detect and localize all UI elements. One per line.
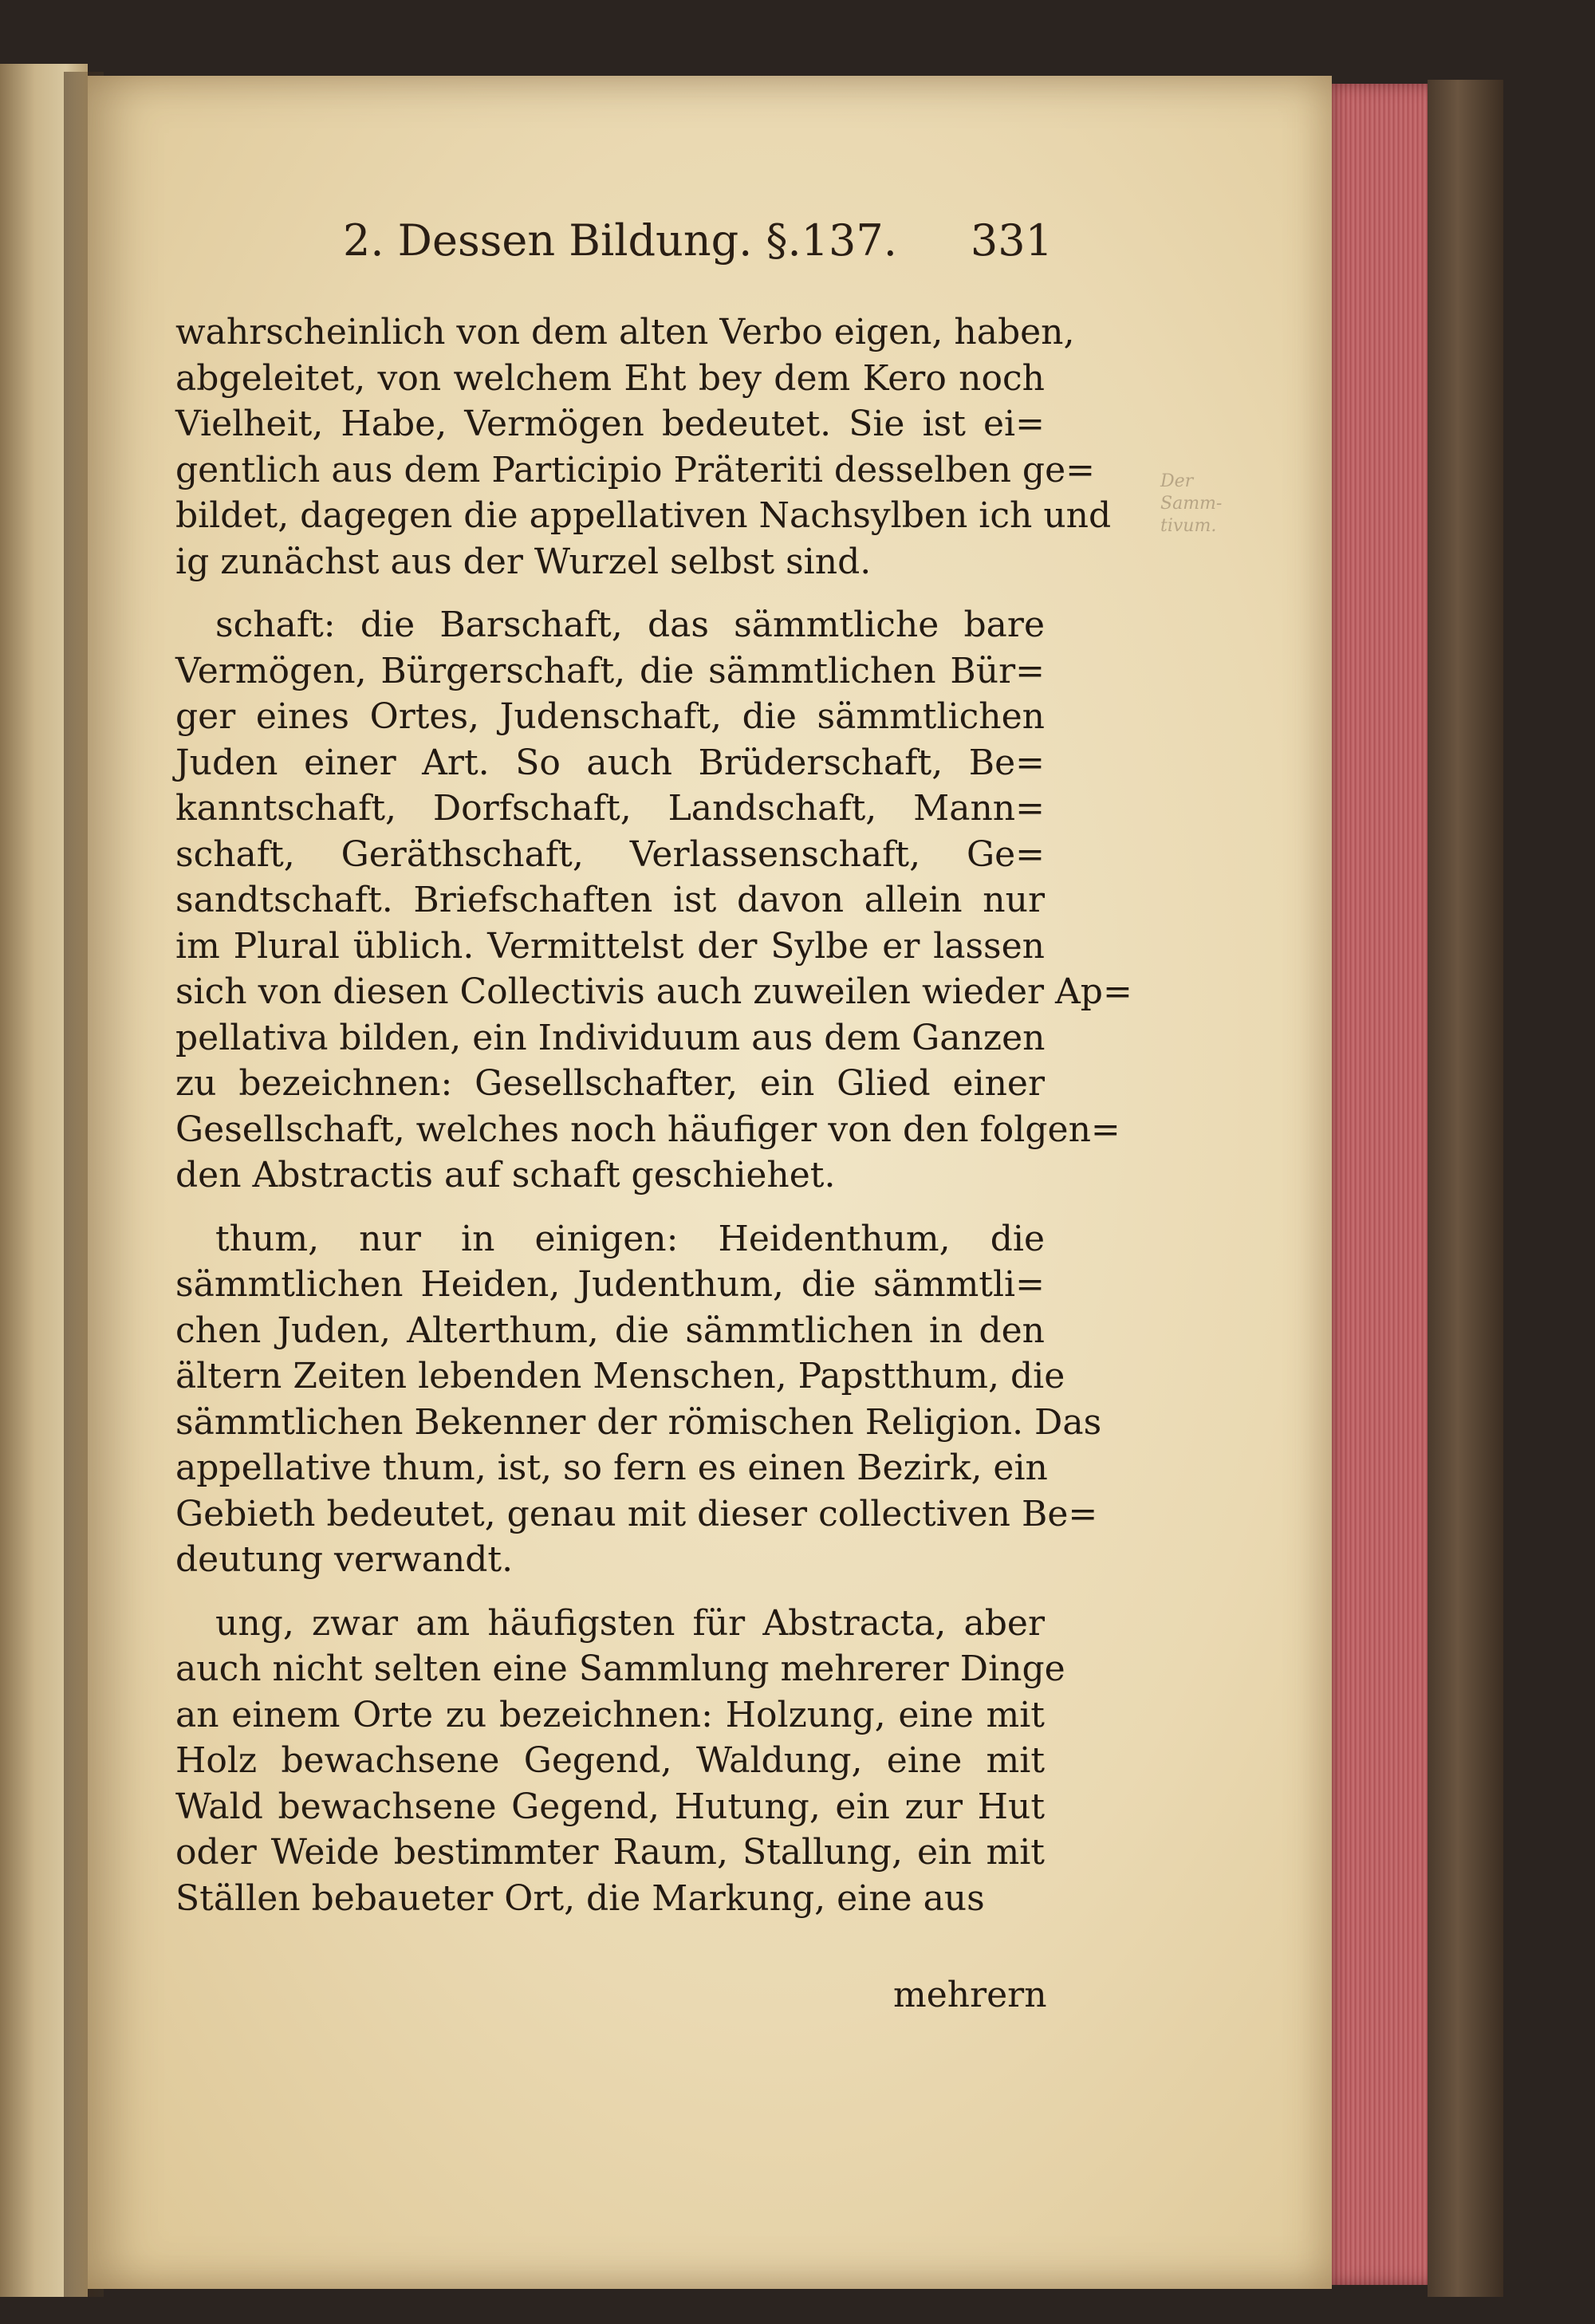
- text-line: zu bezeichnen: Gesellschafter, ein Glied einer: [175, 1063, 1045, 1104]
- margin-note: [1160, 471, 1248, 538]
- text-line: bildet, dagegen die appellativen Nachsylben ich und: [175, 495, 1112, 536]
- paragraph-gap: [175, 585, 1045, 602]
- text-line: Wald bewachsene Gegend, Hutung, ein zur Hut: [175, 1786, 1045, 1827]
- catchword: mehrern: [893, 1975, 1047, 2015]
- paragraph: [175, 602, 1132, 1199]
- text-line: Juden einer Art. So auch Brüderschaft, Be=: [175, 742, 1045, 783]
- text-line: Ställen bebaueter Ort, die Markung, eine aus: [175, 1877, 985, 1919]
- text-line: chen Juden, Alterthum, die sämmtlichen in den: [175, 1310, 1045, 1351]
- margin-note-line: tivum.: [1160, 516, 1217, 536]
- page-number: 331: [970, 215, 1053, 266]
- text-line: ger eines Ortes, Judenschaft, die sämmtlichen: [175, 696, 1045, 737]
- text-line: ältern Zeiten lebenden Menschen, Papstthum, die: [175, 1356, 1065, 1396]
- text-line: abgeleitet, von welchem Eht bey dem Kero noch: [175, 357, 1045, 399]
- text-line: deutung verwandt.: [175, 1539, 514, 1580]
- text-line: thum, nur in einigen: Heidenthum, die: [215, 1218, 1045, 1259]
- red-page-edges: [1332, 84, 1443, 2285]
- text-line: sich von diesen Collectivis auch zuweilen wieder Ap=: [175, 971, 1132, 1012]
- paragraph-gap: [175, 1199, 1045, 1216]
- text-line: kanntschaft, Dorfschaft, Landschaft, Mann=: [175, 788, 1045, 829]
- text-line: auch nicht selten eine Sammlung mehrerer Dinge: [175, 1648, 1065, 1689]
- text-line: sandtschaft. Briefschaften ist davon allein nur: [175, 880, 1045, 920]
- text-line: oder Weide bestimmter Raum, Stallung, ein mit: [175, 1832, 1045, 1873]
- text-line: ung, zwar am häufigsten für Abstracta, aber: [215, 1602, 1045, 1644]
- paragraph: [175, 1216, 1102, 1583]
- paragraph-gap: [175, 1583, 1045, 1601]
- paragraph: [175, 309, 1112, 585]
- text-line: Gesellschaft, welches noch häufiger von den folgen=: [175, 1109, 1120, 1150]
- text-line: sämmtlichen Bekenner der römischen Religion. Das: [175, 1401, 1102, 1443]
- text-line: Holz bewachsene Gegend, Waldung, eine mit: [175, 1740, 1045, 1781]
- text-line: pellativa bilden, ein Individuum aus dem Ganzen: [175, 1017, 1046, 1058]
- text-line: schaft: die Barschaft, das sämmtliche bare: [215, 605, 1045, 645]
- running-header: [319, 215, 1053, 271]
- text-line: appellative thum, ist, so fern es einen Bezirk, ein: [175, 1448, 1048, 1488]
- text-line: Vermögen, Bürgerschaft, die sämmtlichen Bür=: [175, 650, 1045, 691]
- text-line: Gebieth bedeutet, genau mit dieser collectiven Be=: [175, 1493, 1098, 1534]
- text-line: ig zunächst aus der Wurzel selbst sind.: [175, 541, 872, 582]
- paragraph: [175, 1601, 1065, 1922]
- body-text: [175, 309, 1132, 1921]
- margin-note-line: Der Samm-: [1160, 471, 1223, 514]
- text-line: an einem Orte zu bezeichnen: Holzung, eine mit: [175, 1694, 1045, 1735]
- text-line: schaft, Geräthschaft, Verlassenschaft, Ge=: [175, 833, 1045, 875]
- text-line: im Plural üblich. Vermittelst der Sylbe er lassen: [175, 925, 1045, 967]
- text-line: Vielheit, Habe, Vermögen bedeutet. Sie ist ei=: [175, 404, 1045, 444]
- text-line: wahrscheinlich von dem alten Verbo eigen, haben,: [175, 312, 1075, 353]
- running-title: 2. Dessen Bildung. §.137.: [343, 215, 897, 266]
- text-line: sämmtlichen Heiden, Judenthum, die sämmtli=: [175, 1264, 1045, 1305]
- text-line: gentlich aus dem Participio Präteriti desselben ge=: [175, 449, 1095, 490]
- text-line: den Abstractis auf schaft geschiehet.: [175, 1155, 836, 1195]
- book-cover: [1428, 80, 1503, 2297]
